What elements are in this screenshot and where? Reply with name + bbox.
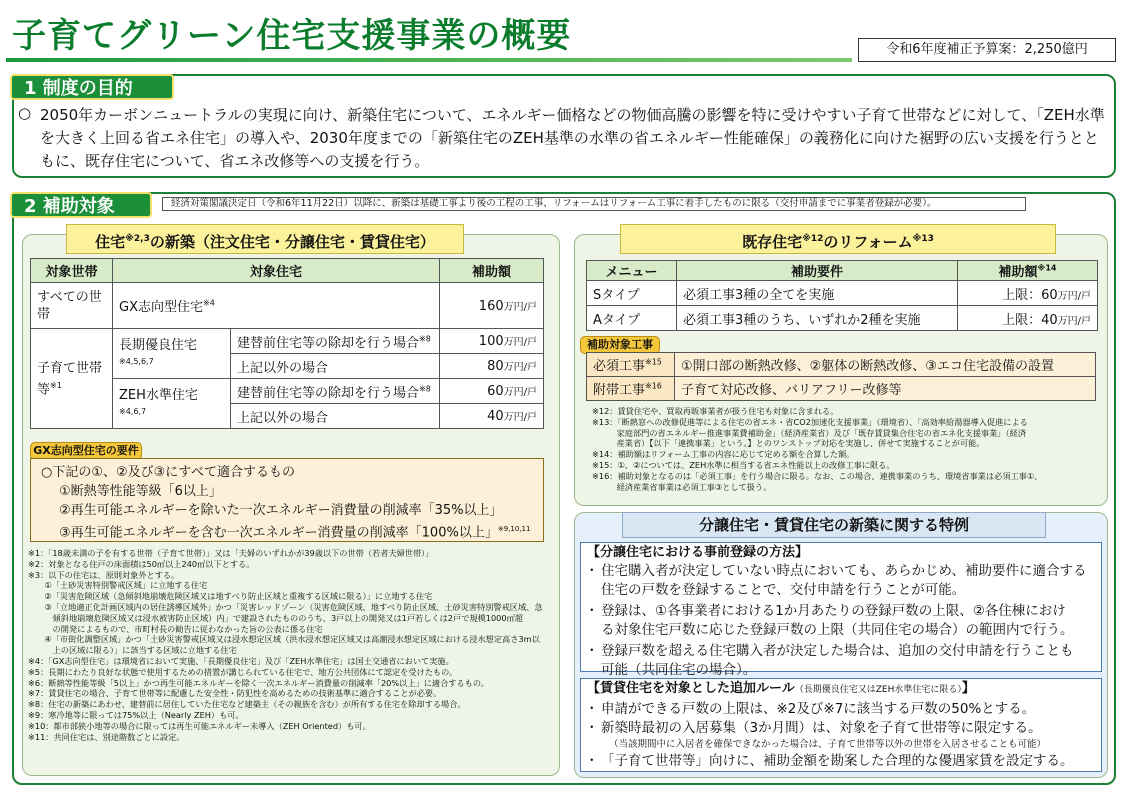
gx-line: ○下記の①、②及び③にすべて適合するもの: [41, 465, 296, 480]
rental-heading-note: （長期優良住宅又はZEH水準住宅に限る）: [794, 685, 962, 695]
footnote: の開発によるもので、市町村長の勧告に従わなかった旨の公表に係る住宅: [28, 623, 323, 634]
house-name: GX志向型住宅: [119, 300, 203, 315]
household-child: [31, 329, 113, 429]
works-sup: ※15: [645, 357, 662, 367]
amount-unit: 万円/戸: [1057, 290, 1091, 302]
cond-sup: ※8: [419, 384, 431, 394]
banner-sup: ※12: [802, 234, 824, 244]
amount-value: 80: [487, 359, 504, 374]
amount-unit: 万円/戸: [503, 362, 537, 373]
amount-unit: 万円/戸: [503, 301, 537, 313]
footnote: ※2：対象となる住戸の床面積は50㎡以上240㎡以下とする。: [28, 558, 255, 569]
list-item: [581, 562, 1101, 600]
banner-text: 既存住宅: [742, 233, 803, 251]
item-line: る対象住宅戸数に応じた登録戸数の上限（共同住宅の場合）の範囲内で行う。: [601, 622, 1074, 638]
list-item: [581, 642, 1101, 680]
col-requirement: 補助要件: [677, 261, 958, 281]
newbuild-banner: [66, 224, 464, 254]
table-row: [587, 281, 1098, 306]
col-amount-sup: ※14: [1037, 263, 1057, 273]
item-line: 登録は、①各事業者における1か月あたりの登録戸数の上限、②各住棟におけ: [601, 603, 1066, 619]
footnote: ※6：断熱等性能等級「5以上」かつ再生可能エネルギーを除く一次エネルギー消費量の削減率「20%以上」に適合するもの。: [28, 677, 489, 688]
amount-value: 60: [487, 384, 504, 399]
footnote: 上の区域に限る）」に該当する区域に立地する住宅: [28, 645, 237, 656]
footnote: ※13：「断熱窓への改修促進等による住宅の省エネ・省CO2加速化支援事業」（環境省）、「高効率給湯器導入促進による: [592, 416, 1028, 427]
purpose-text: 2050年カーボンニュートラルの実現に向け、新築住宅について、エネルギー価格などの物価高騰の影響を特に受けやすい子育て世帯などに対して、「ZEH水準を大きく上回る省エネ住宅」の導入や、2030年度までの「新築住宅のZEH基準の水準の省エネルギー性能確保」の義務化に向けた裾野の広い支援を行うとともに、既存住宅について、省エネ改修等への支援を行う。: [40, 106, 1105, 170]
household-label: 子育て世帯等: [37, 361, 103, 398]
house-long: [113, 329, 231, 379]
table-row: [587, 377, 1096, 401]
footnote: ③「立地適正化計画区域内の居住誘導区域外」かつ「災害レッドゾーン（災害危険区域、地すべり防止区域、土砂災害特別警戒区域、急: [28, 601, 543, 612]
house-gx: [113, 283, 440, 329]
newbuild-footnotes: [28, 548, 554, 742]
rental-heading-text: 【賃貸住宅を対象とした追加ルール: [587, 681, 795, 696]
gx-line: ②再生可能エネルギーを除いた一次エネルギー消費量の削減率「35%以上」: [59, 503, 503, 518]
amount-cell: [440, 329, 544, 354]
gx-line: [41, 520, 533, 542]
house-name: ZEH水準住宅: [119, 388, 198, 403]
amount-unit: 万円/戸: [503, 387, 537, 398]
rental-heading-end: 】: [961, 681, 975, 696]
section-purpose-heading: 1 制度の目的: [10, 74, 174, 100]
footnote: ※8：住宅の新築にあわせ、建替前に居住していた住宅など建築主（その親族を含む）が所有する住宅を除却する場合。: [28, 699, 466, 710]
newbuild-table: [30, 258, 544, 429]
footnote: 経済産業省事業は必須工事③として扱う。: [592, 481, 772, 492]
table-row: [31, 283, 544, 329]
footnote: ※4：「GX志向型住宅」は環境省において実施、「長期優良住宅」及び「ZEH水準住宅」は国土交通省において実施。: [28, 655, 454, 666]
menu-a: Aタイプ: [587, 306, 677, 331]
list-item: ・ 新築時最初の入居募集（3か月間）は、対象を子育て世帯等に限定する。: [581, 719, 1101, 738]
works-label: [587, 377, 675, 401]
list-item: [581, 602, 1101, 640]
household-all: すべての世帯: [31, 283, 113, 329]
amount-value: 100: [478, 334, 504, 349]
amount-unit: 万円/戸: [503, 337, 537, 348]
household-sup: ※1: [50, 381, 62, 391]
page-title: 子育てグリーン住宅支援事業の概要: [12, 16, 572, 56]
col-amount-label: 補助額: [998, 265, 1038, 280]
reform-footnotes: [592, 406, 1104, 492]
gx-requirements-box: [30, 458, 544, 542]
reform-table: [586, 260, 1098, 331]
col-menu: メニュー: [587, 261, 677, 281]
footnote: ④「市街化調整区域」かつ「土砂災害警戒区域又は浸水想定区域（洪水浸水想定区域又は高潮浸水想定区域における浸水想定高さ3m以: [28, 634, 540, 645]
col-household: 対象世帯: [31, 259, 113, 283]
footnote: ※3：以下の住宅は、原則対象外とする。: [28, 569, 180, 580]
house-sup: ※4,6,7: [119, 407, 147, 416]
list-item: ・ 申請ができる戸数の上限は、※2及び※7に該当する戸数の50%とする。: [581, 700, 1101, 719]
house-sup: ※4: [202, 298, 215, 308]
banner-text: 住宅: [95, 233, 126, 251]
footnote: ※7：賃貸住宅の場合、子育て世帯等に配慮した安全性・防犯性を高めるための技術基準に適合することが必要。: [28, 688, 442, 699]
works-text: 子育て対応改修、バリアフリー改修等: [675, 377, 1096, 401]
footnote: ②「災害危険区域（急傾斜地崩壊危険区域又は地すべり防止区域と重複する区域に限る）」に立地する住宅: [28, 591, 433, 602]
cond-text: 建替前住宅等の除却を行う場合: [237, 385, 420, 401]
targets-note: 経済対策閣議決定日（令和6年11月22日）以降に、新築は基礎工事より後の工程の工事、リフォームはリフォーム工事に着手したものに限る（交付申請までに事業者登録が必要）。: [162, 197, 1026, 211]
footnote: 産業省）【以下「連携事業」という。】とのワンストップ対応を実施し、併せて実施することが可能。: [592, 438, 985, 449]
footnote: ※11：共同住宅は、別途階数ごとに設定。: [28, 731, 185, 742]
col-amount: [958, 261, 1098, 281]
cond-demolish: [231, 379, 440, 404]
special-banner: 分譲住宅・賃貸住宅の新築に関する特例: [622, 512, 1046, 538]
house-name: 長期優良住宅: [119, 338, 198, 353]
amount-gx: [440, 283, 544, 329]
amount-value: 上限：60: [1002, 287, 1058, 303]
footnote: 傾斜地崩壊危険区域又は浸水被害防止区域）内」で建設されたもののうち、3戸以上の開発又は1戸若しくは2戸で規模1000㎡超: [28, 612, 523, 623]
item-line: 住宅の戸数を登録することで、交付申請を行うことが可能。: [601, 582, 966, 598]
cond-demolish: [231, 329, 440, 354]
works-sup: ※16: [645, 381, 662, 391]
house-sup: ※4,5,6,7: [119, 357, 154, 366]
cond-other: 上記以外の場合: [231, 354, 440, 379]
works-label-text: 必須工事: [593, 359, 646, 374]
amount-a: [958, 306, 1098, 331]
table-row: [587, 353, 1096, 377]
rental-heading: [581, 679, 1101, 700]
footnote: ※5：長期にわたり良好な状態で使用するための措置が講じられている住宅で、地方公共団体にて認定を受けたもの。: [28, 666, 458, 677]
footnote: ※10：都市部狭小地等の場合に限っては再生可能エネルギー未導入（ZEH Oriented）も可。: [28, 720, 371, 731]
house-zeh: [113, 379, 231, 429]
footnote: ※12：賃貸住宅や、買取再販事業者が扱う住宅も対象に含まれる。: [592, 406, 839, 416]
rental-box: [580, 678, 1102, 772]
item-line: 住宅購入者が決定していない時点においても、あらかじめ、補助要件に適合する: [601, 563, 1087, 579]
footnote: 家庭部門の省エネルギー推進事業費補助金」（経済産業省）及び「既存賃貸集合住宅の省エネ化支援事業」（経済: [592, 427, 1026, 438]
req-s: 必須工事3種の全てを実施: [677, 281, 958, 306]
gx-line-text: ③再生可能エネルギーを含む一次エネルギー消費量の削減率「100%以上」: [59, 525, 498, 541]
budget-badge: 令和6年度補正予算案：2,250億円: [858, 38, 1116, 62]
footnote: ※15：①、②については、ZEH水準に相当する省エネ性能以上の改修工事に限る。: [592, 459, 895, 470]
title-underline: [6, 58, 852, 62]
banner-text: の新築（注文住宅・分譲住宅・賃貸住宅）: [149, 233, 435, 251]
cond-other: 上記以外の場合: [231, 404, 440, 429]
works-label: [587, 353, 675, 377]
table-row: [31, 329, 544, 354]
gx-line: ①断熱等性能等級「6以上」: [59, 484, 222, 499]
amount-value: 160: [478, 298, 504, 314]
purpose-bullet: ○: [18, 104, 32, 122]
table-row: [587, 306, 1098, 331]
footnote: ①「土砂災害特別警戒区域」に立地する住宅: [28, 580, 208, 591]
amount-s: [958, 281, 1098, 306]
rental-sub-note: （当該期間中に入居者を確保できなかった場合は、子育て世帯等以外の世帯を入居させることも可能）: [609, 739, 1047, 750]
banner-sup: ※2,3: [125, 234, 150, 244]
amount-unit: 万円/戸: [1057, 315, 1091, 327]
amount-cell: [440, 404, 544, 429]
presale-heading: 【分譲住宅における事前登録の方法】: [587, 545, 809, 560]
gx-sup: ※9,10,11: [497, 525, 531, 533]
works-text: ①開口部の断熱改修、②躯体の断熱改修、③エコ住宅設備の設置: [675, 353, 1096, 377]
item-line: 可能（共同住宅の場合）。: [601, 662, 757, 678]
reform-banner: [620, 224, 1056, 254]
banner-text: のリフォーム: [823, 233, 913, 251]
amount-cell: [440, 379, 544, 404]
footnote: ※1：「18歳未満の子を有する世帯（子育て世帯）」又は「夫婦のいずれかが39歳以下の世帯（若者夫婦世帯）」: [28, 548, 434, 558]
amount-value: 上限：40: [1002, 312, 1058, 328]
amount-unit: 万円/戸: [503, 412, 537, 423]
col-amount: 補助額: [440, 259, 544, 283]
col-house: 対象住宅: [113, 259, 440, 283]
works-label-text: 附帯工事: [593, 383, 646, 398]
gx-requirements-tag: GX志向型住宅の要件: [30, 442, 142, 460]
item-line: 登録戸数を超える住宅購入者が決定した場合は、追加の交付申請を行うことも: [601, 643, 1074, 659]
amount-value: 40: [487, 409, 504, 424]
cond-sup: ※8: [419, 334, 431, 344]
banner-sup: ※13: [912, 234, 934, 244]
menu-s: Sタイプ: [587, 281, 677, 306]
req-a: 必須工事3種のうち、いずれか2種を実施: [677, 306, 958, 331]
footnote: ※14：補助額はリフォーム工事の内容に応じて定める額を合算した額。: [592, 449, 855, 460]
works-table: [586, 352, 1096, 401]
presale-box: [580, 542, 1102, 678]
amount-cell: [440, 354, 544, 379]
section-purpose: [12, 74, 1116, 178]
footnote: ※9：寒冷地等に限っては75%以上（Nearly ZEH）も可。: [28, 709, 244, 720]
section-targets-heading: 2 補助対象: [10, 192, 152, 218]
list-item: ・ 「子育て世帯等」向けに、補助金額を勘案した合理的な優遇家賃を設定する。: [581, 752, 1101, 771]
footnote: ※16：補助対象となるのは「必須工事」を行う場合に限る。なお、この場合、連携事業のうち、環境省事業は必須工事①、: [592, 470, 1043, 481]
works-tag: 補助対象工事: [580, 336, 660, 354]
cond-text: 建替前住宅等の除却を行う場合: [237, 335, 420, 351]
